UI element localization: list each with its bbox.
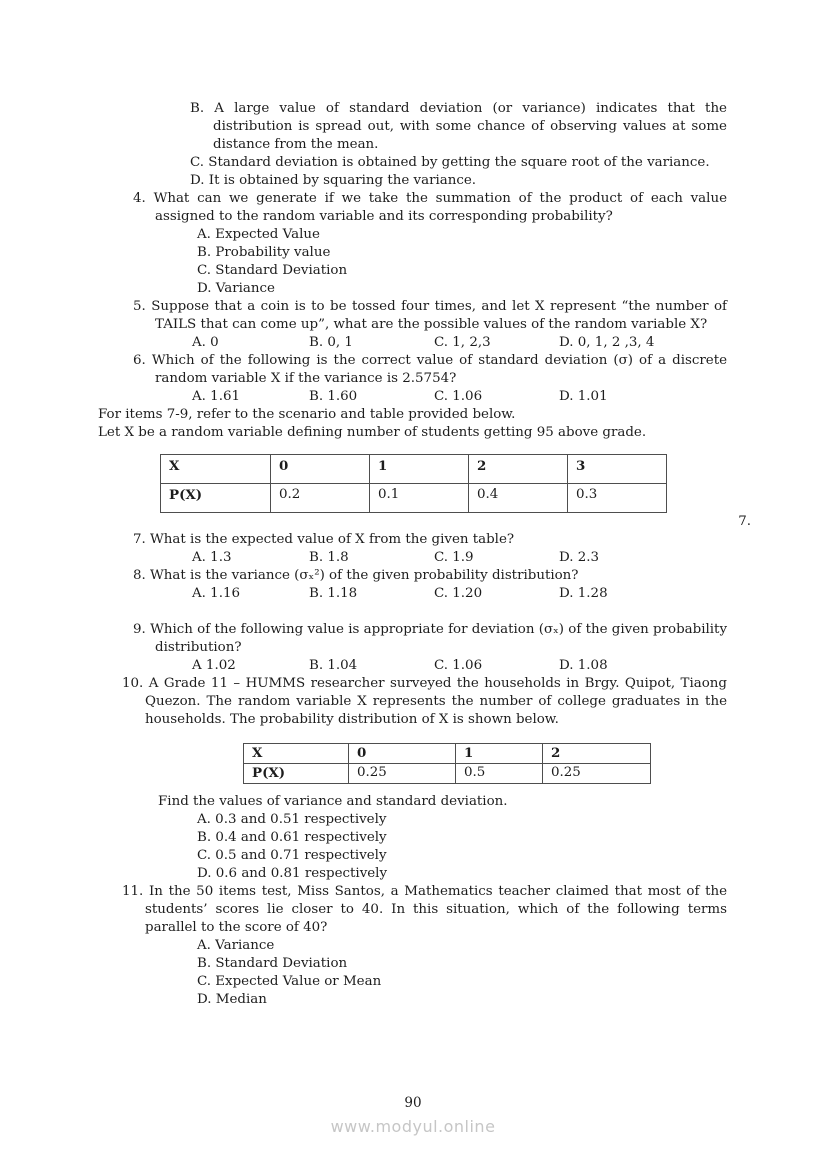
answer-option: C. 1.06 xyxy=(434,389,483,404)
table-cell: 0.3 xyxy=(568,484,667,513)
answer-option: C. Expected Value or Mean xyxy=(197,974,382,989)
probability-table-items-7-9 xyxy=(160,454,667,513)
table-row xyxy=(244,744,651,764)
table-cell: P(X) xyxy=(161,484,271,513)
answer-option: D. 1.01 xyxy=(559,389,608,404)
table-cell: 0.25 xyxy=(349,764,456,784)
answer-option: C. 1.06 xyxy=(434,658,483,673)
page-number: 90 xyxy=(404,1095,422,1111)
answer-option: A. 1.16 xyxy=(192,586,240,601)
answer-option: D. 1.28 xyxy=(559,586,608,601)
option-text: Standard deviation is obtained by getting the square root of the variance. xyxy=(208,155,710,170)
question-number: 4. xyxy=(133,191,146,206)
question-11-options xyxy=(197,937,727,1009)
answer-option: D. Variance xyxy=(197,281,275,296)
question-7 xyxy=(133,531,727,549)
table-cell: X xyxy=(244,744,349,764)
watermark: www.modyul.online xyxy=(330,1117,496,1136)
answer-option: A. Variance xyxy=(197,938,275,953)
table-cell: 0.4 xyxy=(469,484,568,513)
question-number: 10. xyxy=(122,676,144,691)
answer-option: C. 1, 2,3 xyxy=(434,335,491,350)
question-text: Which of the following value is appropriate for deviation (σₓ) of the given probability distribution? xyxy=(150,622,728,655)
question-8-options xyxy=(192,585,727,603)
question-text: What is the variance (σₓ²) of the given probability distribution? xyxy=(150,568,579,583)
answer-option: A. 0.3 and 0.51 respectively xyxy=(197,812,387,827)
table-cell: 0 xyxy=(349,744,456,764)
question-4-options xyxy=(197,226,727,298)
stray-item-number: 7. xyxy=(738,514,751,529)
option-label: C. xyxy=(190,155,205,170)
probability-table-item-10 xyxy=(243,743,651,784)
table-cell: 0.1 xyxy=(370,484,469,513)
option-text: It is obtained by squaring the variance. xyxy=(208,173,477,188)
question-text: What can we generate if we take the summation of the product of each value assigned to the random variable and its corresponding probability? xyxy=(153,191,727,224)
answer-option: B. Standard Deviation xyxy=(197,956,348,971)
answer-option: A. 1.61 xyxy=(192,389,240,404)
answer-option: A 1.02 xyxy=(192,658,236,673)
answer-option: B. 0, 1 xyxy=(309,335,353,350)
option-text: A large value of standard deviation (or variance) indicates that the distribution is spread out, with some chance of observing values at some distance from the mean. xyxy=(213,101,727,152)
question-number: 11. xyxy=(122,884,144,899)
question-5-options xyxy=(192,334,727,352)
option-label: B. xyxy=(190,101,205,116)
answer-option: D. 2.3 xyxy=(559,550,600,565)
answer-option: A. 1.3 xyxy=(192,550,232,565)
answer-option: B. 0.4 and 0.61 respectively xyxy=(197,830,387,845)
scenario-line: Let X be a random variable defining number of students getting 95 above grade. xyxy=(98,425,647,440)
question-number: 8. xyxy=(133,568,146,583)
answer-option: B. Probability value xyxy=(197,245,331,260)
table-cell: 0.2 xyxy=(271,484,370,513)
table-row xyxy=(161,455,667,484)
find-values-line: Find the values of variance and standard deviation. xyxy=(158,794,508,809)
answer-option: D. 0.6 and 0.81 respectively xyxy=(197,866,388,881)
answer-option: D. Median xyxy=(197,992,267,1007)
question-text: In the 50 items test, Miss Santos, a Mathematics teacher claimed that most of the students’ scores lie closer to 40. In this situation, which of the following terms parallel to the score of 40? xyxy=(145,884,728,935)
answer-option: C. 0.5 and 0.71 respectively xyxy=(197,848,387,863)
statement-option-d xyxy=(190,172,727,190)
question-9-options xyxy=(192,657,727,675)
question-4 xyxy=(133,190,727,226)
question-8 xyxy=(133,567,727,585)
answer-option: A. 0 xyxy=(192,335,219,350)
question-number: 9. xyxy=(133,622,146,637)
table-cell: 1 xyxy=(456,744,543,764)
question-number: 6. xyxy=(133,353,146,368)
answer-option: A. Expected Value xyxy=(197,227,320,242)
question-number: 5. xyxy=(133,299,146,314)
page-content xyxy=(98,100,751,1009)
answer-option: D. 1.08 xyxy=(559,658,608,673)
table-cell: 3 xyxy=(568,455,667,484)
option-label: D. xyxy=(190,173,205,188)
question-number: 7. xyxy=(133,532,146,547)
table-cell: 2 xyxy=(543,744,651,764)
question-5 xyxy=(133,298,727,334)
items-7-9-note: For items 7-9, refer to the scenario and table provided below. xyxy=(98,407,516,422)
answer-option: B. 1.18 xyxy=(309,586,358,601)
answer-option: D. 0, 1, 2 ,3, 4 xyxy=(559,335,655,350)
table-cell: 0 xyxy=(271,455,370,484)
table-cell: 1 xyxy=(370,455,469,484)
table-cell: 2 xyxy=(469,455,568,484)
table-cell: 0.5 xyxy=(456,764,543,784)
question-10 xyxy=(122,675,727,729)
table-cell: X xyxy=(161,455,271,484)
question-text: A Grade 11 – HUMMS researcher surveyed the households in Brgy. Quipot, Tiaong Quezon. The random variable X represents the number of college graduates in the households. The probability distribution of X is shown below. xyxy=(145,676,727,727)
table-cell: 0.25 xyxy=(543,764,651,784)
question-text: Suppose that a coin is to be tossed four times, and let X represent “the number of TAILS that can come up”, what are the possible values of the random variable X? xyxy=(151,299,727,332)
answer-option: B. 1.60 xyxy=(309,389,358,404)
table-cell: P(X) xyxy=(244,764,349,784)
question-7-options xyxy=(192,549,727,567)
table-row xyxy=(244,764,651,784)
question-text: Which of the following is the correct value of standard deviation (σ) of a discrete random variable X if the variance is 2.5754? xyxy=(151,353,727,386)
table-row xyxy=(161,484,667,513)
statement-option-c xyxy=(190,154,727,172)
answer-option: B. 1.04 xyxy=(309,658,358,673)
question-11 xyxy=(122,883,727,937)
answer-option: C. 1.9 xyxy=(434,550,474,565)
answer-option: C. Standard Deviation xyxy=(197,263,348,278)
answer-option: C. 1.20 xyxy=(434,586,483,601)
statement-option-b xyxy=(190,100,727,154)
question-6 xyxy=(133,352,727,388)
question-9 xyxy=(133,621,727,657)
question-text: What is the expected value of X from the given table? xyxy=(150,532,515,547)
question-10-options xyxy=(197,811,727,883)
question-6-options xyxy=(192,388,727,406)
answer-option: B. 1.8 xyxy=(309,550,349,565)
